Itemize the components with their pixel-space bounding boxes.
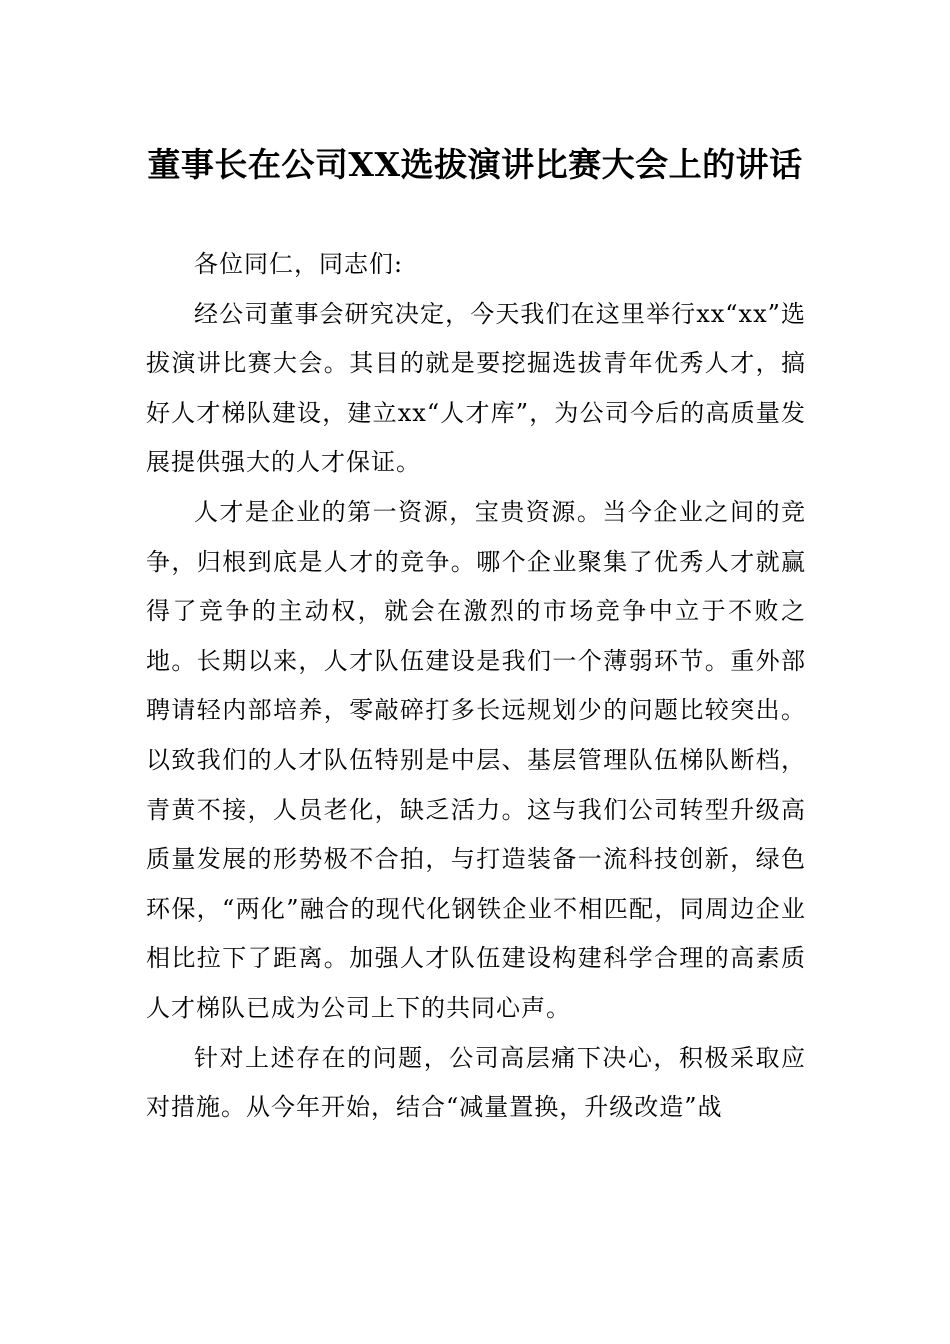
document-body [146, 240, 806, 1133]
paragraph: 经公司董事会研究决定，今天我们在这里举行xx“xx”选拔演讲比赛大会。其目的就是要挖掘选拔青年优秀人才，搞好人才梯队建设，建立xx“人才库”，为公司今后的高质量发展提供强大的人才保证。 [146, 299, 806, 477]
document-title: 董事长在公司XX选拔演讲比赛大会上的讲话 [147, 145, 803, 184]
salutation: 各位同仁，同志们: [194, 250, 404, 278]
paragraph: 针对上述存在的问题，公司高层痛下决心，积极采取应对措施。从今年开始，结合“减量置换，升级改造”战 [146, 1043, 806, 1122]
paragraph: 人才是企业的第一资源，宝贵资源。当今企业之间的竞争，归根到底是人才的竞争。哪个企业聚集了优秀人才就赢得了竞争的主动权，就会在激烈的市场竞争中立于不败之地。长期以来，人才队伍建设是我们一个薄弱环节。重外部聘请轻内部培养，零敲碎打多长远规划少的问题比较突出。以致我们的人才队伍特别是中层、基层管理队伍梯队断档，青黄不接，人员老化，缺乏活力。这与我们公司转型升级高质量发展的形势极不合拍，与打造装备一流科技创新，绿色环保，“两化”融合的现代化钢铁企业不相匹配，同周边企业相比拉下了距离。加强人才队伍建设构建科学合理的高素质人才梯队已成为公司上下的共同心声。 [146, 497, 806, 1022]
